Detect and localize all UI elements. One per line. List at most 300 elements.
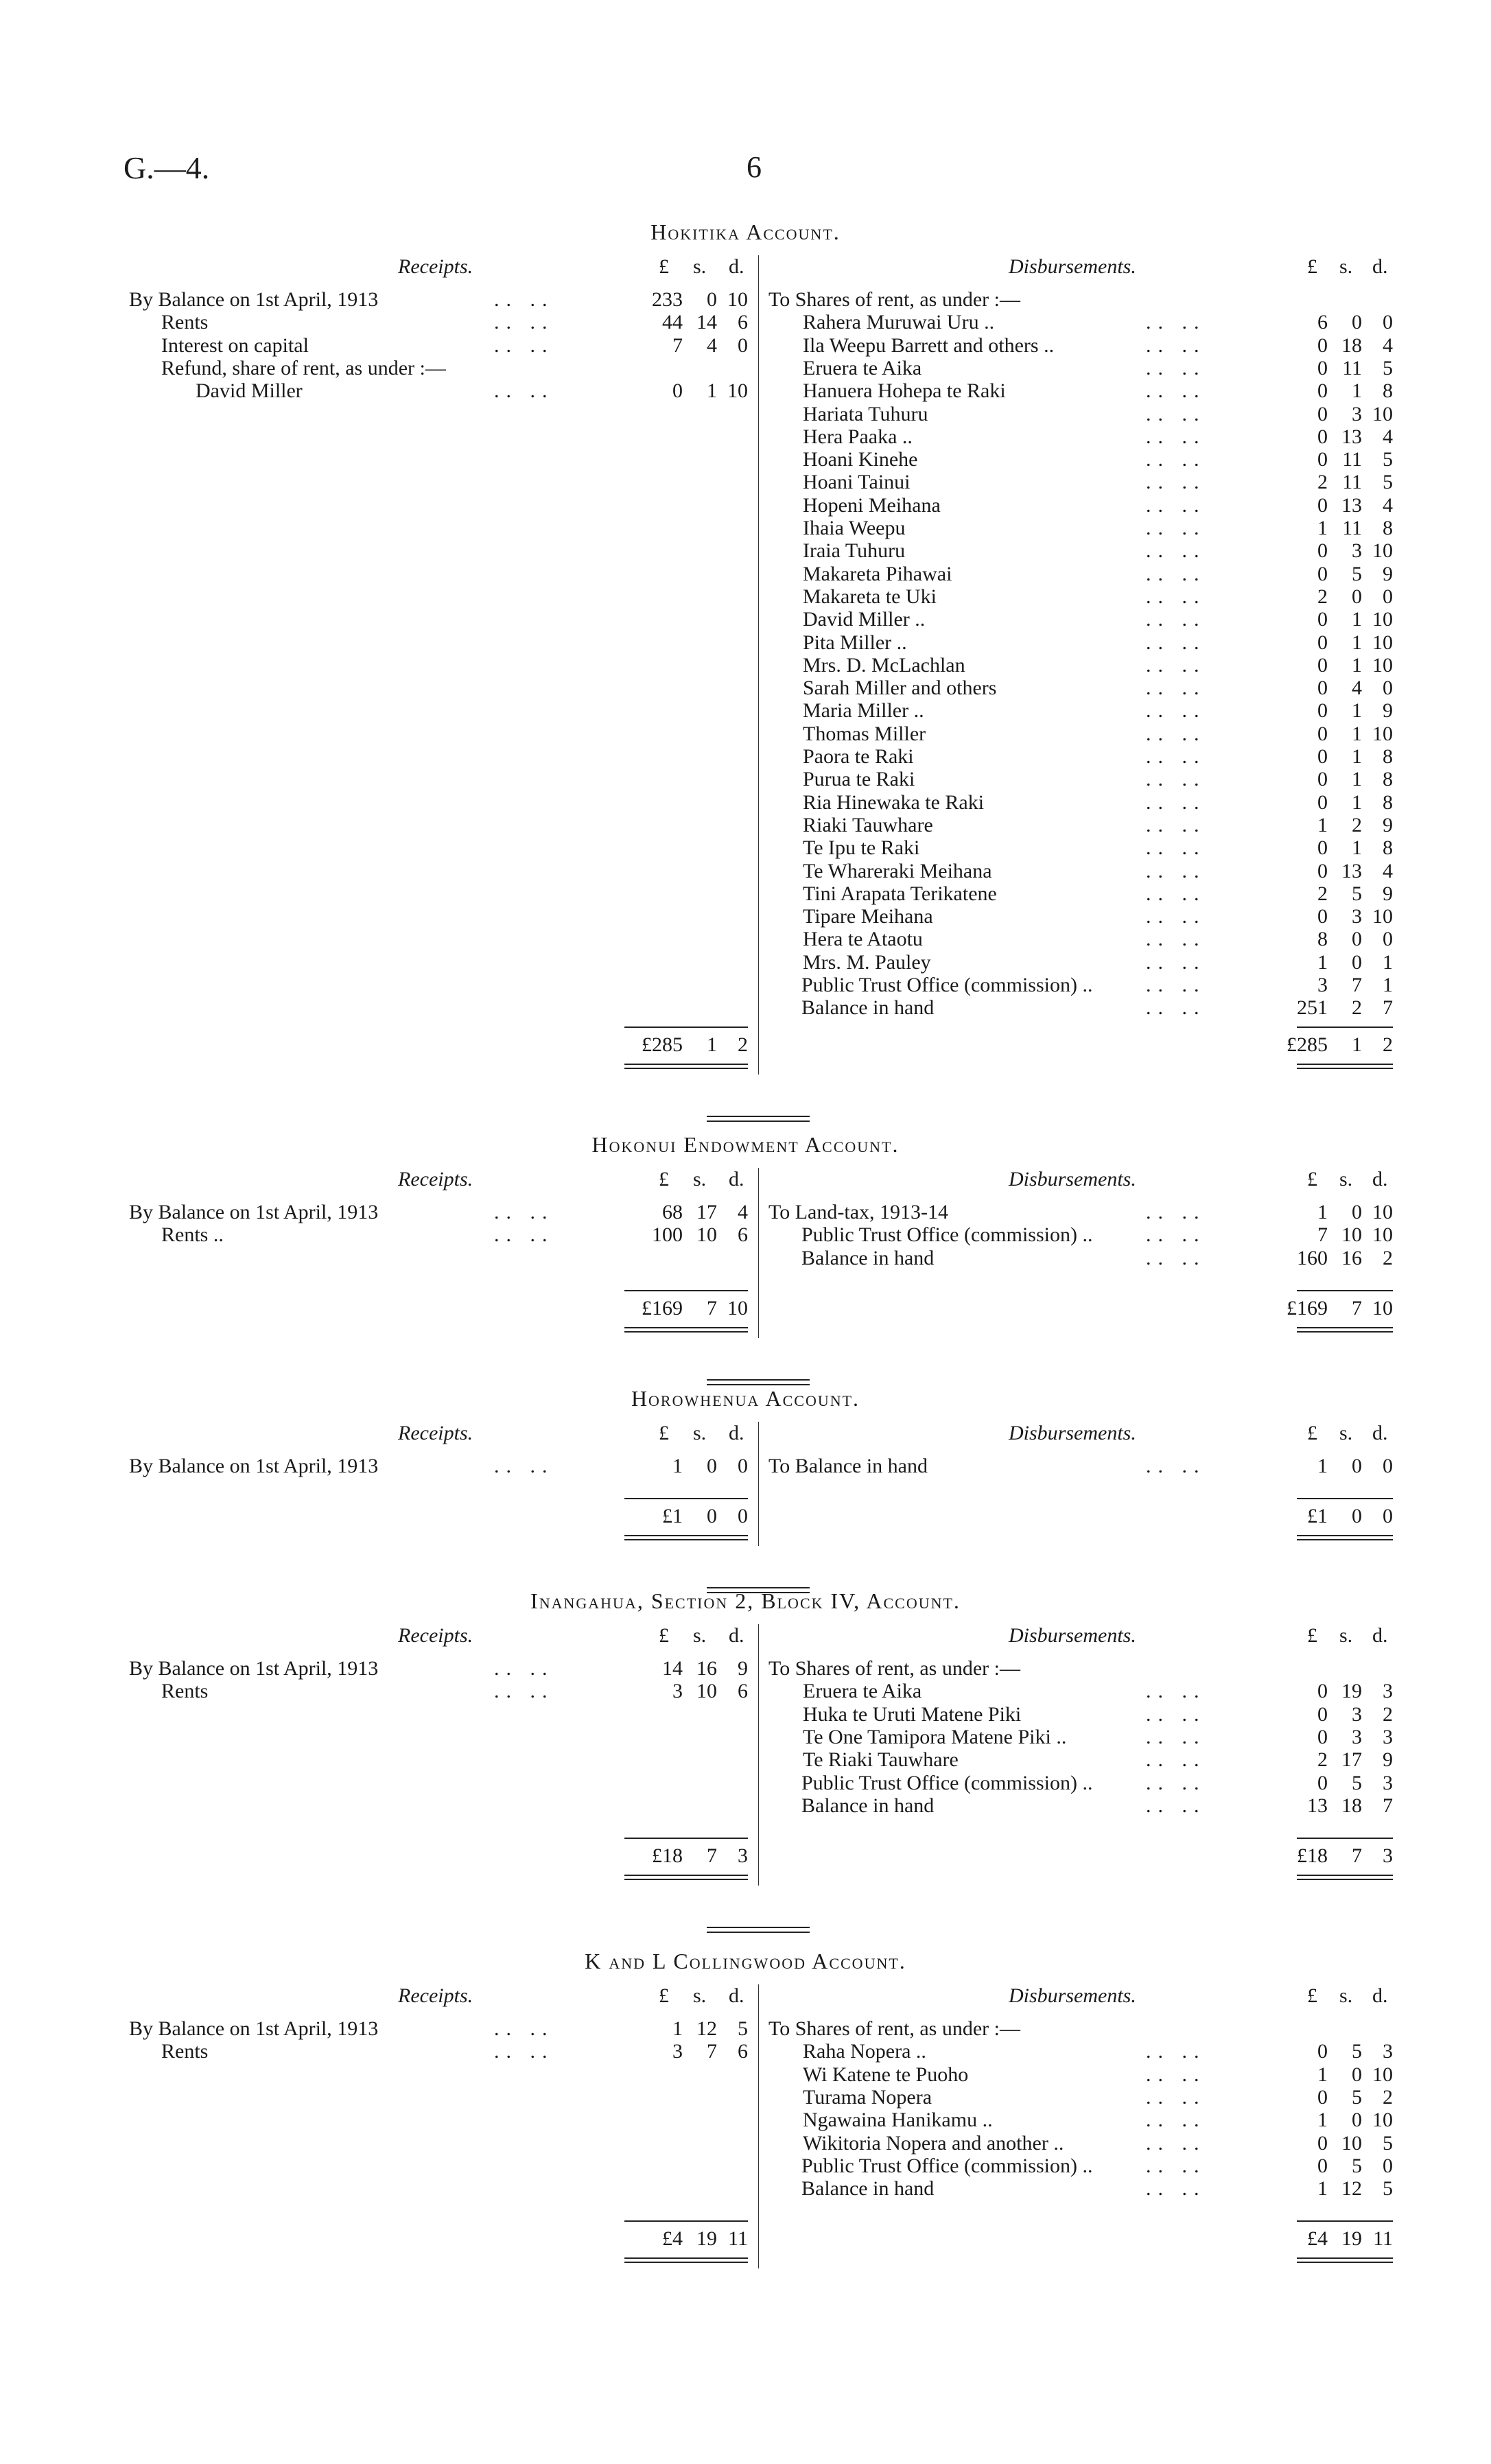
disbursement-shillings: 3: [1352, 905, 1362, 928]
disbursements-heading: Disbursements.: [1009, 1984, 1136, 2007]
money-heading-shillings: s.: [1339, 255, 1353, 278]
leader-dots: .. ..: [1146, 379, 1206, 403]
receipt-shillings: 17: [696, 1201, 717, 1223]
leader-dots: .. ..: [1146, 974, 1206, 996]
disbursement-pounds: 0: [1317, 448, 1328, 471]
receipt-label: Rents ..: [161, 1223, 224, 1247]
disbursement-shillings: 3: [1352, 539, 1362, 563]
document-reference: G.—4.: [124, 150, 210, 185]
leader-dots: .. ..: [1146, 608, 1206, 631]
disbursement-shillings: 0: [1352, 311, 1362, 334]
receipt-label: By Balance on 1st April, 1913: [129, 2017, 379, 2040]
total-right-d: 11: [1373, 2227, 1393, 2251]
disbursement-pounds: 1: [1317, 1455, 1328, 1477]
disbursement-label: Eruera te Aika: [803, 356, 922, 379]
disbursement-shillings: 10: [1341, 2131, 1362, 2155]
total-rule: [1297, 2220, 1393, 2222]
disbursement-pence: 10: [1372, 402, 1393, 425]
money-heading-pence: d.: [729, 1422, 744, 1444]
disbursement-label: Huka te Uruti Matene Piki: [803, 1702, 1022, 1726]
receipt-pounds: 0: [672, 379, 683, 403]
disbursement-label: To Shares of rent, as under :—: [768, 1657, 1020, 1680]
disbursement-pounds: 0: [1317, 539, 1328, 563]
disbursement-pence: 10: [1372, 1223, 1393, 1247]
total-left-d: 10: [727, 1296, 748, 1319]
leader-dots: .. ..: [1146, 2040, 1206, 2063]
receipt-pounds: 3: [672, 1680, 683, 1703]
disbursement-pence: 2: [1383, 1246, 1393, 1269]
receipt-pence: 10: [727, 379, 748, 403]
receipts-heading: Receipts.: [398, 1624, 473, 1647]
disbursement-label: Balance in hand: [801, 1246, 935, 1269]
disbursement-pounds: 0: [1317, 562, 1328, 585]
money-heading-shillings: s.: [693, 1984, 707, 2007]
total-rule: [624, 1026, 748, 1028]
disbursement-shillings: 0: [1352, 2109, 1362, 2132]
receipts-heading: Receipts.: [398, 1422, 473, 1444]
leader-dots: .. ..: [1146, 653, 1206, 677]
disbursement-pence: 3: [1383, 1771, 1393, 1794]
disbursement-pounds: 0: [1317, 2131, 1328, 2155]
account-title: K and L Collingwood Account.: [585, 1949, 906, 1973]
disbursement-shillings: 1: [1352, 631, 1362, 654]
disbursement-label: Tipare Meihana: [803, 905, 933, 928]
leader-dots: .. ..: [494, 1680, 554, 1703]
disbursement-pounds: 0: [1317, 608, 1328, 631]
disbursement-label: Hopeni Meihana: [803, 493, 941, 517]
disbursement-shillings: 5: [1352, 2154, 1362, 2177]
disbursement-pounds: 1: [1317, 2063, 1328, 2086]
total-right-d: 10: [1372, 1296, 1393, 1319]
money-heading-pence: d.: [1372, 255, 1388, 278]
disbursement-label: Hoani Kinehe: [803, 448, 918, 471]
disbursement-pence: 0: [1383, 677, 1393, 700]
disbursement-pence: 8: [1383, 745, 1393, 768]
disbursement-shillings: 5: [1352, 2040, 1362, 2063]
total-rule: [624, 1498, 748, 1499]
leader-dots: .. ..: [1146, 813, 1206, 836]
disbursement-pence: 1: [1383, 974, 1393, 996]
disbursement-label: Ria Hinewaka te Raki: [803, 790, 985, 814]
disbursement-pence: 0: [1383, 2154, 1393, 2177]
disbursement-shillings: 18: [1341, 333, 1362, 357]
disbursement-label: Hanuera Hohepa te Raki: [803, 379, 1006, 403]
receipt-label: David Miller: [196, 379, 303, 403]
disbursement-pounds: 0: [1317, 2085, 1328, 2109]
section-separator: [707, 1116, 810, 1122]
disbursement-label: Purua te Raki: [803, 768, 915, 791]
account-title: Hokitika Account.: [650, 220, 841, 244]
disbursement-shillings: 11: [1342, 356, 1362, 379]
leader-dots: .. ..: [1146, 402, 1206, 425]
total-double-rule: [1297, 1875, 1393, 1880]
disbursement-pence: 5: [1383, 2177, 1393, 2201]
leader-dots: .. ..: [1146, 2177, 1206, 2201]
leader-dots: .. ..: [1146, 1702, 1206, 1726]
disbursement-pounds: 0: [1317, 356, 1328, 379]
receipt-pence: 6: [738, 311, 748, 334]
receipt-label: By Balance on 1st April, 1913: [129, 1201, 379, 1223]
disbursement-pounds: 0: [1317, 1702, 1328, 1726]
disbursement-pence: 9: [1383, 813, 1393, 836]
disbursement-pounds: 0: [1317, 722, 1328, 745]
disbursement-pounds: 0: [1317, 699, 1328, 723]
disbursement-shillings: 18: [1341, 1794, 1362, 1817]
total-left-s: 7: [707, 1296, 717, 1319]
money-heading-shillings: s.: [1339, 1624, 1353, 1647]
column-divider: [758, 1984, 759, 2268]
receipt-label: Rents: [161, 311, 209, 334]
disbursement-pounds: 0: [1317, 631, 1328, 654]
leader-dots: .. ..: [1146, 1201, 1206, 1223]
disbursement-pounds: 0: [1317, 790, 1328, 814]
disbursement-pounds: 0: [1317, 905, 1328, 928]
disbursement-pounds: 0: [1317, 1771, 1328, 1794]
leader-dots: .. ..: [1146, 1455, 1206, 1477]
disbursement-pence: 7: [1383, 1794, 1393, 1817]
total-right-l: £4: [1307, 2227, 1328, 2251]
total-left-l: £18: [652, 1844, 683, 1868]
total-right-s: 19: [1341, 2227, 1362, 2251]
total-left-l: £169: [642, 1296, 683, 1319]
disbursement-label: Hoani Tainui: [803, 471, 911, 494]
receipt-shillings: 0: [707, 288, 717, 311]
disbursement-pence: 4: [1383, 493, 1393, 517]
disbursement-shillings: 3: [1352, 1725, 1362, 1748]
total-left-d: 11: [728, 2227, 748, 2251]
disbursement-label: Te Whareraki Meihana: [803, 859, 992, 882]
receipt-pounds: 3: [672, 2040, 683, 2063]
money-heading-pounds: £: [659, 255, 669, 278]
disbursement-label: Riaki Tauwhare: [803, 813, 933, 836]
disbursement-pence: 5: [1383, 2131, 1393, 2155]
disbursement-label: Public Trust Office (commission) ..: [801, 1771, 1093, 1794]
disbursement-shillings: 12: [1341, 2177, 1362, 2201]
money-heading-shillings: s.: [693, 1422, 707, 1444]
disbursements-heading: Disbursements.: [1009, 1422, 1136, 1444]
receipt-shillings: 0: [707, 1455, 717, 1477]
disbursement-label: Ihaia Weepu: [803, 517, 906, 539]
total-double-rule: [1297, 1535, 1393, 1540]
disbursement-pence: 5: [1383, 356, 1393, 379]
disbursement-label: Maria Miller ..: [803, 699, 924, 723]
disbursement-label: To Land-tax, 1913-14: [768, 1201, 949, 1223]
disbursement-pence: 4: [1383, 859, 1393, 882]
disbursement-pence: 5: [1383, 471, 1393, 494]
receipt-pence: 4: [738, 1201, 748, 1223]
disbursement-shillings: 13: [1341, 425, 1362, 448]
leader-dots: .. ..: [1146, 790, 1206, 814]
disbursement-shillings: 1: [1352, 768, 1362, 791]
money-heading-shillings: s.: [1339, 1984, 1353, 2007]
money-heading-pounds: £: [659, 1168, 669, 1190]
disbursement-pence: 2: [1383, 1702, 1393, 1726]
total-right-s: 1: [1352, 1033, 1362, 1056]
leader-dots: .. ..: [1146, 585, 1206, 608]
leader-dots: .. ..: [1146, 950, 1206, 974]
money-heading-pounds: £: [1307, 1984, 1317, 2007]
receipt-label: Rents: [161, 2040, 209, 2063]
disbursement-label: Hera Paaka ..: [803, 425, 913, 448]
disbursement-label: Te Ipu te Raki: [803, 836, 920, 860]
disbursement-shillings: 2: [1352, 813, 1362, 836]
receipts-heading: Receipts.: [398, 1984, 473, 2007]
disbursement-shillings: 1: [1352, 608, 1362, 631]
leader-dots: .. ..: [1146, 859, 1206, 882]
disbursement-pence: 10: [1372, 2109, 1393, 2132]
leader-dots: .. ..: [1146, 2131, 1206, 2155]
receipt-shillings: 12: [696, 2017, 717, 2040]
leader-dots: .. ..: [494, 379, 554, 403]
leader-dots: .. ..: [1146, 493, 1206, 517]
receipt-pounds: 7: [672, 333, 683, 357]
disbursement-shillings: 1: [1352, 379, 1362, 403]
disbursement-shillings: 1: [1352, 699, 1362, 723]
disbursement-shillings: 7: [1352, 974, 1362, 996]
receipt-pence: 10: [727, 288, 748, 311]
leader-dots: .. ..: [1146, 356, 1206, 379]
total-double-rule: [1297, 2257, 1393, 2263]
total-rule: [624, 1838, 748, 1839]
disbursement-pence: 10: [1372, 1201, 1393, 1223]
disbursement-label: Public Trust Office (commission) ..: [801, 2154, 1093, 2177]
money-heading-pence: d.: [1372, 1168, 1388, 1190]
disbursement-shillings: 0: [1352, 585, 1362, 608]
leader-dots: .. ..: [494, 1455, 554, 1477]
disbursement-pounds: 251: [1297, 996, 1328, 1020]
disbursement-label: Wi Katene te Puoho: [803, 2063, 969, 2086]
disbursement-shillings: 0: [1352, 2063, 1362, 2086]
disbursement-pounds: 1: [1317, 2109, 1328, 2132]
disbursements-heading: Disbursements.: [1009, 1168, 1136, 1190]
total-left-s: 0: [707, 1505, 717, 1528]
leader-dots: .. ..: [1146, 448, 1206, 471]
disbursement-label: To Shares of rent, as under :—: [768, 2017, 1020, 2040]
disbursement-shillings: 1: [1352, 745, 1362, 768]
disbursement-label: David Miller ..: [803, 608, 926, 631]
disbursement-pence: 9: [1383, 699, 1393, 723]
disbursement-pounds: 6: [1317, 311, 1328, 334]
disbursement-label: Mrs. M. Pauley: [803, 950, 931, 974]
disbursement-pence: 10: [1372, 2063, 1393, 2086]
receipt-pounds: 44: [662, 311, 683, 334]
disbursement-pence: 8: [1383, 836, 1393, 860]
money-heading-shillings: s.: [693, 255, 707, 278]
receipt-pence: 0: [738, 333, 748, 357]
leader-dots: .. ..: [1146, 768, 1206, 791]
disbursements-heading: Disbursements.: [1009, 255, 1136, 278]
leader-dots: .. ..: [1146, 836, 1206, 860]
disbursement-shillings: 5: [1352, 2085, 1362, 2109]
disbursement-pence: 1: [1383, 950, 1393, 974]
disbursement-pence: 10: [1372, 722, 1393, 745]
account-title: Inangahua, Section 2, Block IV, Account.: [530, 1588, 961, 1613]
disbursement-label: Balance in hand: [801, 2177, 935, 2201]
disbursement-pounds: 2: [1317, 585, 1328, 608]
leader-dots: .. ..: [494, 2017, 554, 2040]
money-heading-shillings: s.: [693, 1624, 707, 1647]
leader-dots: .. ..: [1146, 539, 1206, 563]
receipt-pounds: 1: [672, 2017, 683, 2040]
receipt-pence: 0: [738, 1455, 748, 1477]
receipt-pounds: 68: [662, 1201, 683, 1223]
total-double-rule: [624, 1535, 748, 1540]
disbursement-pounds: 0: [1317, 836, 1328, 860]
receipt-pounds: 1: [672, 1455, 683, 1477]
disbursement-pounds: 0: [1317, 379, 1328, 403]
total-left-s: 19: [696, 2227, 717, 2251]
disbursement-shillings: 17: [1341, 1748, 1362, 1772]
total-left-l: £1: [662, 1505, 683, 1528]
disbursement-pounds: 1: [1317, 1201, 1328, 1223]
disbursement-label: Ngawaina Hanikamu ..: [803, 2109, 993, 2132]
leader-dots: .. ..: [1146, 677, 1206, 700]
disbursement-pounds: 0: [1317, 402, 1328, 425]
disbursement-pence: 3: [1383, 1725, 1393, 1748]
receipt-pence: 6: [738, 1223, 748, 1247]
disbursement-pence: 10: [1372, 653, 1393, 677]
disbursement-label: Makareta te Uki: [803, 585, 937, 608]
total-double-rule: [624, 1327, 748, 1333]
disbursement-pence: 8: [1383, 379, 1393, 403]
receipt-label: By Balance on 1st April, 1913: [129, 1657, 379, 1680]
total-right-d: 0: [1383, 1505, 1393, 1528]
total-left-d: 3: [738, 1844, 748, 1868]
disbursement-shillings: 0: [1352, 950, 1362, 974]
leader-dots: .. ..: [1146, 631, 1206, 654]
disbursement-shillings: 13: [1341, 493, 1362, 517]
receipt-pence: 5: [738, 2017, 748, 2040]
leader-dots: .. ..: [1146, 517, 1206, 539]
total-rule: [624, 2220, 748, 2222]
disbursement-shillings: 4: [1352, 677, 1362, 700]
leader-dots: .. ..: [1146, 471, 1206, 494]
money-heading-pence: d.: [1372, 1422, 1388, 1444]
receipt-shillings: 10: [696, 1680, 717, 1703]
disbursement-pence: 4: [1383, 425, 1393, 448]
disbursements-heading: Disbursements.: [1009, 1624, 1136, 1647]
receipt-pounds: 100: [652, 1223, 683, 1247]
leader-dots: .. ..: [1146, 2085, 1206, 2109]
disbursement-label: Tini Arapata Terikatene: [803, 882, 997, 905]
disbursement-shillings: 3: [1352, 1702, 1362, 1726]
total-double-rule: [1297, 1327, 1393, 1333]
leader-dots: .. ..: [1146, 928, 1206, 951]
disbursement-pence: 8: [1383, 790, 1393, 814]
total-rule: [1297, 1498, 1393, 1499]
total-double-rule: [624, 1064, 748, 1069]
total-left-d: 2: [738, 1033, 748, 1056]
section-separator: [707, 1927, 810, 1933]
disbursement-shillings: 10: [1341, 1223, 1362, 1247]
disbursement-shillings: 0: [1352, 1201, 1362, 1223]
money-heading-pence: d.: [1372, 1984, 1388, 2007]
leader-dots: .. ..: [1146, 1725, 1206, 1748]
leader-dots: .. ..: [1146, 905, 1206, 928]
account-title: Horowhenua Account.: [631, 1386, 860, 1411]
disbursement-shillings: 16: [1341, 1246, 1362, 1269]
total-right-l: £18: [1297, 1844, 1328, 1868]
disbursement-shillings: 2: [1352, 996, 1362, 1020]
leader-dots: .. ..: [1146, 333, 1206, 357]
disbursement-shillings: 11: [1342, 471, 1362, 494]
disbursement-shillings: 1: [1352, 722, 1362, 745]
money-heading-pence: d.: [729, 1624, 744, 1647]
disbursement-label: Pita Miller ..: [803, 631, 907, 654]
leader-dots: .. ..: [1146, 745, 1206, 768]
disbursement-shillings: 1: [1352, 653, 1362, 677]
disbursement-pounds: 0: [1317, 493, 1328, 517]
money-heading-pence: d.: [729, 1984, 744, 2007]
disbursement-label: Hera te Ataotu: [803, 928, 923, 951]
disbursement-shillings: 5: [1352, 882, 1362, 905]
total-rule: [1297, 1290, 1393, 1291]
leader-dots: .. ..: [1146, 996, 1206, 1020]
disbursement-pence: 0: [1383, 585, 1393, 608]
total-right-s: 7: [1352, 1844, 1362, 1868]
receipt-label: By Balance on 1st April, 1913: [129, 288, 379, 311]
disbursement-shillings: 0: [1352, 928, 1362, 951]
total-left-s: 1: [707, 1033, 717, 1056]
disbursement-pence: 10: [1372, 631, 1393, 654]
money-heading-pounds: £: [659, 1422, 669, 1444]
total-left-l: £285: [642, 1033, 683, 1056]
receipt-shillings: 4: [707, 333, 717, 357]
disbursement-pounds: 0: [1317, 768, 1328, 791]
column-divider: [758, 255, 759, 1075]
page-number: 6: [747, 150, 762, 184]
disbursement-label: Te One Tamipora Matene Piki ..: [803, 1725, 1067, 1748]
disbursement-shillings: 5: [1352, 1771, 1362, 1794]
disbursement-pounds: 160: [1297, 1246, 1328, 1269]
disbursement-label: Iraia Tuhuru: [803, 539, 906, 563]
receipt-pounds: 233: [652, 288, 683, 311]
money-heading-pounds: £: [1307, 1624, 1317, 1647]
receipt-shillings: 14: [696, 311, 717, 334]
total-right-l: £169: [1287, 1296, 1328, 1319]
leader-dots: .. ..: [1146, 1748, 1206, 1772]
disbursement-shillings: 3: [1352, 402, 1362, 425]
receipt-label: Refund, share of rent, as under :—: [161, 356, 446, 379]
disbursement-pence: 7: [1383, 996, 1393, 1020]
leader-dots: .. ..: [1146, 722, 1206, 745]
disbursement-shillings: 19: [1341, 1680, 1362, 1703]
money-heading-pence: d.: [729, 1168, 744, 1190]
leader-dots: .. ..: [494, 1201, 554, 1223]
disbursement-pounds: 0: [1317, 1680, 1328, 1703]
disbursement-pounds: 1: [1317, 813, 1328, 836]
disbursement-label: To Shares of rent, as under :—: [768, 288, 1020, 311]
receipt-shillings: 10: [696, 1223, 717, 1247]
money-heading-shillings: s.: [693, 1168, 707, 1190]
total-double-rule: [624, 2257, 748, 2263]
disbursement-shillings: 11: [1342, 448, 1362, 471]
receipt-pence: 6: [738, 2040, 748, 2063]
disbursement-label: Public Trust Office (commission) ..: [801, 974, 1093, 996]
disbursement-pounds: 0: [1317, 2040, 1328, 2063]
disbursement-label: Sarah Miller and others: [803, 677, 997, 700]
disbursement-pounds: 0: [1317, 1725, 1328, 1748]
total-rule: [1297, 1026, 1393, 1028]
column-divider: [758, 1422, 759, 1546]
disbursement-pence: 9: [1383, 562, 1393, 585]
total-left-s: 7: [707, 1844, 717, 1868]
disbursement-pounds: 0: [1317, 653, 1328, 677]
leader-dots: .. ..: [1146, 1223, 1206, 1247]
disbursement-pounds: 1: [1317, 950, 1328, 974]
disbursement-pounds: 3: [1317, 974, 1328, 996]
total-right-s: 0: [1352, 1505, 1362, 1528]
